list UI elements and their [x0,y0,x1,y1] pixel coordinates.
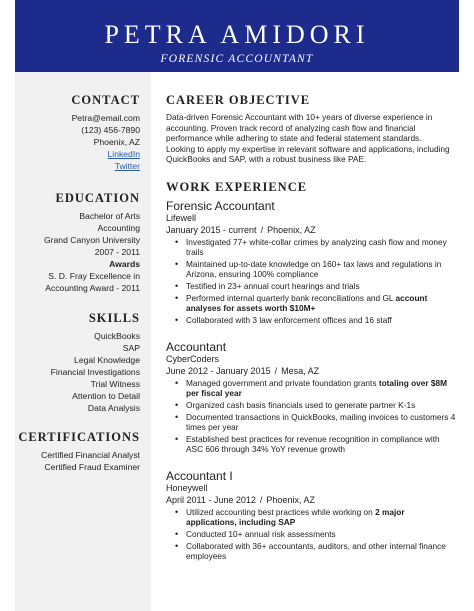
bullet-item: • Testified in 23+ annual court hearings and trials [166,281,456,291]
candidate-name: PETRA AMIDORI [104,20,370,49]
separator: / [260,225,264,235]
bullet-item: • Utilized accounting best practices while working on 2 major applications, including SAP [166,507,456,528]
job-bullets [166,378,456,454]
skill-item: QuickBooks [94,331,140,341]
resume-header [15,0,459,72]
skill-item: SAP [122,343,140,353]
job-dates-location [166,224,456,236]
job-bullets [166,237,456,325]
job-entry [166,340,456,456]
award-line-2: Accounting Award - 2011 [45,283,140,293]
education-major: Accounting [97,223,140,233]
contact-section [10,93,140,172]
job-location: Mesa, AZ [281,366,320,376]
twitter-link[interactable]: Twitter [114,161,140,171]
job-dates: January 2015 - current [166,225,257,235]
contact-email: Petra@email.com [71,113,140,123]
bullet-item: • Investigated 77+ white-collar crimes by analyzing cash flow and money trails [166,237,456,258]
bullet-item: • Conducted 10+ annual risk assessments [166,529,456,539]
job-company: Honeywell [166,483,208,493]
experience-heading: WORK EXPERIENCE [166,180,308,194]
job-dates: April 2011 - June 2012 [166,495,256,505]
bullet-item: • Maintained up-to-date knowledge on 160+ tax laws and regulations in Arizona, ensuring 100% compliance [166,259,456,280]
job-bullets [166,507,456,561]
skills-section [10,311,140,414]
job-dates-location [166,365,456,377]
education-degree: Bachelor of Arts [79,211,140,221]
linkedin-link[interactable]: LinkedIn [107,149,140,159]
job-entry [166,469,456,563]
bullet-item: • Established best practices for revenue recognition in compliance with ASC 606 through 34% YoY revenue growth [166,434,456,455]
job-location: Phoenix, AZ [266,495,315,505]
candidate-title: FORENSIC ACCOUNTANT [160,53,314,65]
certification-item: Certified Fraud Examiner [44,462,140,472]
bullet-item: • Collaborated with 3 law enforcement offices and 16 staff [166,315,456,325]
job-location: Phoenix, AZ [267,225,316,235]
separator: / [274,366,278,376]
skill-item: Legal Knowledge [74,355,140,365]
skill-item: Data Analysis [87,403,140,413]
contact-phone: (123) 456-7890 [81,125,140,135]
education-section [10,191,140,294]
job-title: Accountant I [166,469,233,483]
objective-text: Data-driven Forensic Accountant with 10+ years of diverse experience in accounting. Proven track record of analyzing cash flow and financial performance while adhering to state and federal statement standards. Looking to apply my expertise in relevant software and applications, including QuickBooks and SAP, with a robust business like PAE. [166,112,450,164]
job-company: Lifewell [166,213,197,223]
education-school: Grand Canyon University [43,235,140,245]
contact-location: Phoenix, AZ [93,137,140,147]
job-dates-location [166,494,456,506]
skill-item: Trial Witness [90,379,140,389]
skill-item: Financial Investigations [50,367,140,377]
job-company: CyberCoders [166,354,220,364]
bullet-item: • Managed government and private foundation grants totaling over $8M per fiscal year [166,378,456,399]
bullet-item: • Documented transactions in QuickBooks, mailing invoices to customers 4 times per year [166,412,456,433]
bullet-item: • Performed internal quarterly bank reconciliations and GL account analyses for assets worth $10M+ [166,293,456,314]
certifications-heading: CERTIFICATIONS [18,430,140,444]
job-entry [166,199,456,326]
education-heading: EDUCATION [55,191,140,205]
certification-item: Certified Financial Analyst [41,450,140,460]
education-years: 2007 - 2011 [94,247,140,257]
award-line-1: S. D. Fray Excellence in [48,271,140,281]
bullet-item: • Collaborated with 36+ accountants, auditors, and other internal finance employees [166,541,456,562]
job-title: Accountant [166,340,227,354]
awards-label: Awards [109,259,140,269]
separator: / [259,495,263,505]
bullet-item: • Organized cash basis financials used to generate partner K-1s [166,400,456,410]
objective-heading: CAREER OBJECTIVE [166,93,311,107]
certifications-section [10,430,140,473]
job-title: Forensic Accountant [166,199,275,213]
skills-heading: SKILLS [88,311,140,325]
contact-heading: CONTACT [71,93,140,107]
skill-item: Attention to Detail [72,391,140,401]
sidebar [15,72,151,611]
job-dates: June 2012 - January 2015 [166,366,271,376]
